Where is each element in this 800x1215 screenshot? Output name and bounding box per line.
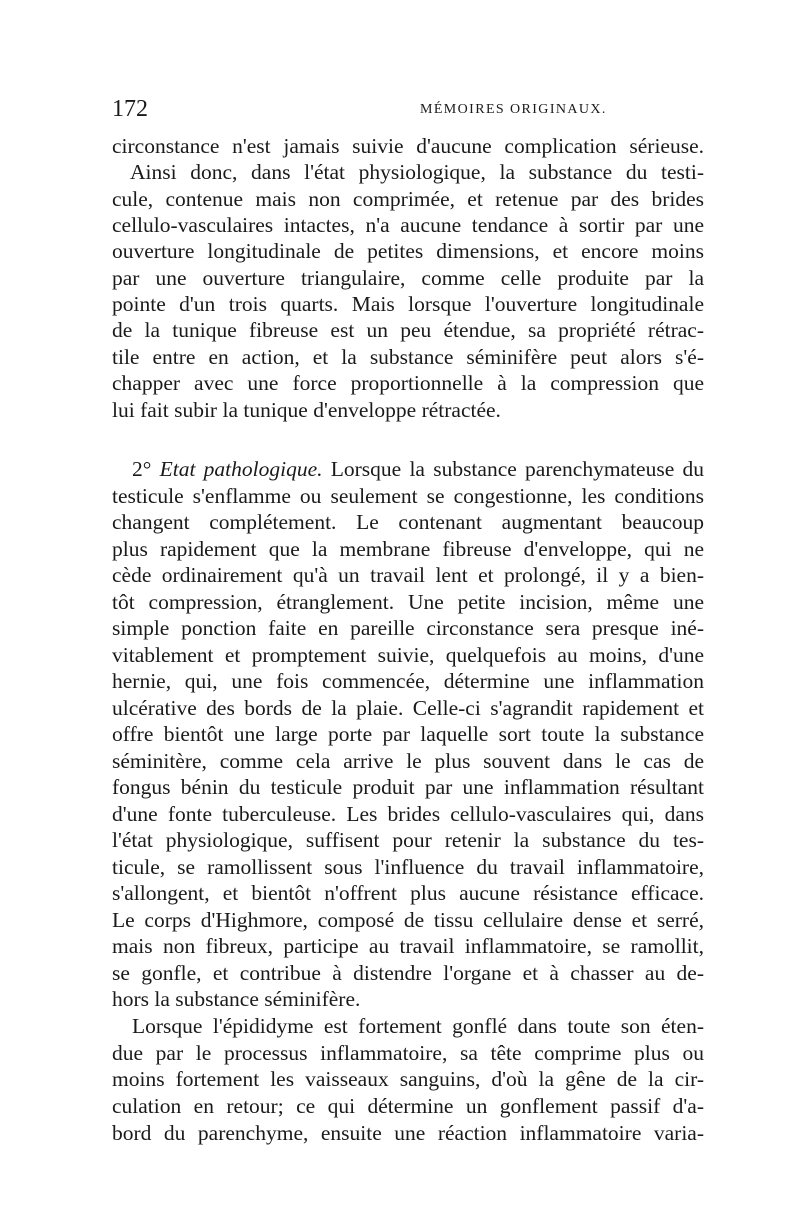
text-line: Lorsque l'épididyme est fortement gonflé dans toute son éten- — [132, 1014, 704, 1038]
text-line: ulcérative des bords de la plaie. Celle-ci s'agrandit rapidement et — [112, 696, 704, 720]
section-number: 2° — [132, 457, 160, 481]
text-line: tile entre en action, et la substance séminifère peut alors s'é- — [112, 345, 704, 369]
text-line — [132, 456, 704, 482]
text-line: changent complétement. Le contenant augmentant beaucoup — [112, 510, 704, 534]
text-line: Le corps d'Highmore, composé de tissu cellulaire dense et serré, — [112, 908, 704, 932]
text-line: culation en retour; ce qui détermine un gonflement passif d'a- — [112, 1094, 704, 1118]
text-line: séminitère, comme cela arrive le plus souvent dans le cas de — [112, 749, 704, 773]
page-header — [112, 96, 702, 124]
text-line: plus rapidement que la membrane fibreuse d'enveloppe, qui ne — [112, 537, 704, 561]
text-line: Ainsi donc, dans l'état physiologique, la substance du testi- — [130, 160, 704, 184]
text-line: pointe d'un trois quarts. Mais lorsque l'ouverture longitudinale — [112, 292, 704, 316]
text-line: bord du parenchyme, ensuite une réaction inflammatoire varia- — [112, 1121, 704, 1145]
text-line: vitablement et promptement suivie, quelquefois au moins, d'une — [112, 643, 704, 667]
text-line: de la tunique fibreuse est un peu étendue, sa propriété rétrac- — [112, 318, 704, 342]
text-line: chapper avec une force proportionnelle à la compression que — [112, 371, 704, 395]
text-line: mais non fibreux, participe au travail inflammatoire, se ramollit, — [112, 934, 704, 958]
page-number: 172 — [112, 96, 148, 122]
text-line: cède ordinairement qu'à un travail lent et prolongé, il y a bien- — [112, 563, 704, 587]
text-line: testicule s'enflamme ou seulement se congestionne, les conditions — [112, 484, 704, 508]
text-line: offre bientôt une large porte par laquelle sort toute la substance — [112, 722, 704, 746]
text-line: moins fortement les vaisseaux sanguins, d'où la gêne de la cir- — [112, 1067, 704, 1091]
running-title: MÉMOIRES ORIGINAUX. — [420, 102, 607, 117]
text-line: hernie, qui, une fois commencée, détermine une inflammation — [112, 669, 704, 693]
text-line: ouverture longitudinale de petites dimensions, et encore moins — [112, 239, 704, 263]
text-line: par une ouverture triangulaire, comme celle produite par la — [112, 266, 704, 290]
text-line: lui fait subir la tunique d'enveloppe rétractée. — [112, 398, 501, 422]
text-line: circonstance n'est jamais suivie d'aucune complication sérieuse. — [112, 134, 704, 158]
text-run: Lorsque la substance parenchymateuse du — [322, 457, 704, 481]
text-line: s'allongent, et bientôt n'offrent plus aucune résistance efficace. — [112, 881, 704, 905]
text-line: l'état physiologique, suffisent pour retenir la substance du tes- — [112, 828, 704, 852]
text-line: d'une fonte tuberculeuse. Les brides cellulo-vasculaires qui, dans — [112, 802, 704, 826]
text-line: cule, contenue mais non comprimée, et retenue par des brides — [112, 187, 704, 211]
text-line: cellulo-vasculaires intactes, n'a aucune tendance à sortir par une — [112, 213, 704, 237]
text-line: hors la substance séminifère. — [112, 987, 361, 1011]
text-line: fongus bénin du testicule produit par une inflammation résultant — [112, 775, 704, 799]
text-line: simple ponction faite en pareille circonstance sera presque iné- — [112, 616, 704, 640]
section-heading: Etat pathologique. — [159, 457, 323, 481]
text-line: ticule, se ramollissent sous l'influence du travail inflammatoire, — [112, 855, 704, 879]
text-line: se gonfle, et contribue à distendre l'organe et à chasser au de- — [112, 961, 704, 985]
text-line: due par le processus inflammatoire, sa tête comprime plus ou — [112, 1041, 704, 1065]
text-line: tôt compression, étranglement. Une petite incision, même une — [112, 590, 704, 614]
